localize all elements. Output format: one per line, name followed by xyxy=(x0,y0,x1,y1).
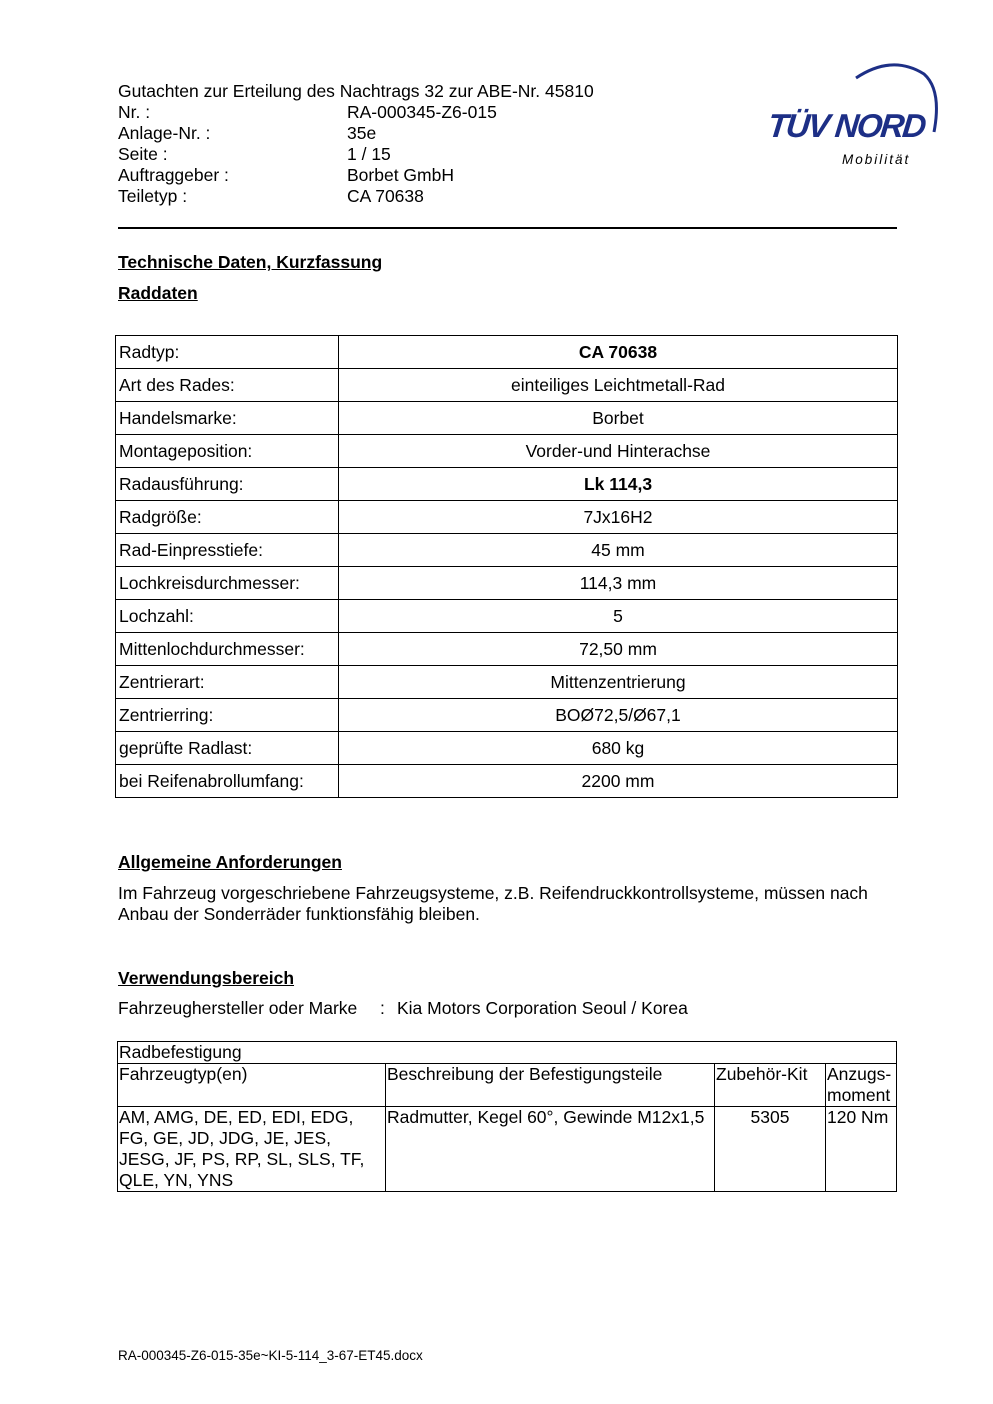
allgemeine-paragraph: Im Fahrzeug vorgeschriebene Fahrzeugsysteme, z.B. Reifendruckkontrollsysteme, müssen nach Anbau der Sonderräder funktionsfähig bleiben. xyxy=(118,883,868,924)
header-label: Nr. : xyxy=(118,102,151,122)
row-value: einteiliges Leichtmetall-Rad xyxy=(339,369,898,402)
raddaten-table xyxy=(115,335,898,798)
header-value: 35e xyxy=(347,123,377,143)
header-row-anlage xyxy=(118,123,594,144)
table-row xyxy=(116,402,898,435)
radbefestigung-table xyxy=(117,1041,897,1192)
table-row xyxy=(116,369,898,402)
document-header xyxy=(118,81,594,207)
header-value: CA 70638 xyxy=(347,186,424,206)
row-label: Radgröße: xyxy=(116,501,339,534)
table-row xyxy=(116,534,898,567)
row-value: Lk 114,3 xyxy=(339,468,898,501)
header-value: 1 / 15 xyxy=(347,144,391,164)
header-title: Gutachten zur Erteilung des Nachtrags 32 zur ABE-Nr. 45810 xyxy=(118,81,594,101)
header-label: Teiletyp : xyxy=(118,186,188,206)
row-value: 7Jx16H2 xyxy=(339,501,898,534)
table-header-row xyxy=(118,1064,897,1107)
table-row xyxy=(116,633,898,666)
table-row xyxy=(116,336,898,369)
row-label: bei Reifenabrollumfang: xyxy=(116,765,339,798)
table-row xyxy=(116,600,898,633)
table-row xyxy=(116,732,898,765)
section-title-allgemeine: Allgemeine Anforderungen xyxy=(118,852,342,872)
header-label: Auftraggeber : xyxy=(118,165,229,185)
row-value: BOØ72,5/Ø67,1 xyxy=(339,699,898,732)
footer-filename: RA-000345-Z6-015-35e~KI-5-114_3-67-ET45.docx xyxy=(118,1348,423,1363)
cell-torque: 120 Nm xyxy=(826,1107,897,1192)
header-label: Anlage-Nr. : xyxy=(118,123,211,143)
header-value: RA-000345-Z6-015 xyxy=(347,102,497,122)
row-value: Vorder-und Hinterachse xyxy=(339,435,898,468)
table-row xyxy=(116,765,898,798)
column-header: Zubehör-Kit xyxy=(715,1064,826,1107)
row-value: 114,3 mm xyxy=(339,567,898,600)
header-row-nr xyxy=(118,102,594,123)
row-value: 680 kg xyxy=(339,732,898,765)
row-label: Lochkreisdurchmesser: xyxy=(116,567,339,600)
verwendung-separator: : xyxy=(380,998,385,1018)
row-value: 2200 mm xyxy=(339,765,898,798)
row-label: Radausführung: xyxy=(116,468,339,501)
header-divider xyxy=(118,227,897,229)
row-value: Borbet xyxy=(339,402,898,435)
header-label: Seite : xyxy=(118,144,168,164)
row-value: 5 xyxy=(339,600,898,633)
verwendung-value: Kia Motors Corporation Seoul / Korea xyxy=(397,998,688,1018)
table-title-row xyxy=(118,1042,897,1064)
verwendung-label: Fahrzeughersteller oder Marke xyxy=(118,998,358,1018)
row-label: Lochzahl: xyxy=(116,600,339,633)
cell-kit: 5305 xyxy=(715,1107,826,1192)
table-row xyxy=(116,468,898,501)
row-label: geprüfte Radlast: xyxy=(116,732,339,765)
column-header: Fahrzeugtyp(en) xyxy=(118,1064,386,1107)
row-value: Mittenzentrierung xyxy=(339,666,898,699)
column-header: Beschreibung der Befestigungsteile xyxy=(386,1064,715,1107)
logo-subtitle: Mobilität xyxy=(842,152,911,167)
table-row xyxy=(116,699,898,732)
row-label: Mittenlochdurchmesser: xyxy=(116,633,339,666)
row-value: 72,50 mm xyxy=(339,633,898,666)
column-header: Anzugs-moment xyxy=(826,1064,897,1107)
header-value: Borbet GmbH xyxy=(347,165,454,185)
table-row xyxy=(118,1107,897,1192)
row-label: Radtyp: xyxy=(116,336,339,369)
row-label: Zentrierring: xyxy=(116,699,339,732)
table-row xyxy=(116,501,898,534)
row-label: Handelsmarke: xyxy=(116,402,339,435)
row-label: Zentrierart: xyxy=(116,666,339,699)
row-value: 45 mm xyxy=(339,534,898,567)
cell-vehicle-types: AM, AMG, DE, ED, EDI, EDG, FG, GE, JD, JDG, JE, JES, JESG, JF, PS, RP, SL, SLS, TF, QLE, YN, YNS xyxy=(118,1107,386,1192)
tuev-nord-logo xyxy=(764,56,944,176)
header-row-seite xyxy=(118,144,594,165)
section-title-raddaten: Raddaten xyxy=(118,283,198,303)
table-row xyxy=(116,666,898,699)
row-value: CA 70638 xyxy=(339,336,898,369)
section-title-verwendung: Verwendungsbereich xyxy=(118,968,295,988)
cell-description: Radmutter, Kegel 60°, Gewinde M12x1,5 xyxy=(386,1107,715,1192)
row-label: Art des Rades: xyxy=(116,369,339,402)
table-row xyxy=(116,567,898,600)
table-title: Radbefestigung xyxy=(118,1042,897,1064)
row-label: Rad-Einpresstiefe: xyxy=(116,534,339,567)
table-row xyxy=(116,435,898,468)
row-label: Montageposition: xyxy=(116,435,339,468)
section-title-technische: Technische Daten, Kurzfassung xyxy=(118,252,383,272)
header-row-teiletyp xyxy=(118,186,594,207)
header-row-auftraggeber xyxy=(118,165,594,186)
verwendung-row xyxy=(118,998,688,1019)
logo-wordmark: TÜV NORD xyxy=(766,107,927,144)
